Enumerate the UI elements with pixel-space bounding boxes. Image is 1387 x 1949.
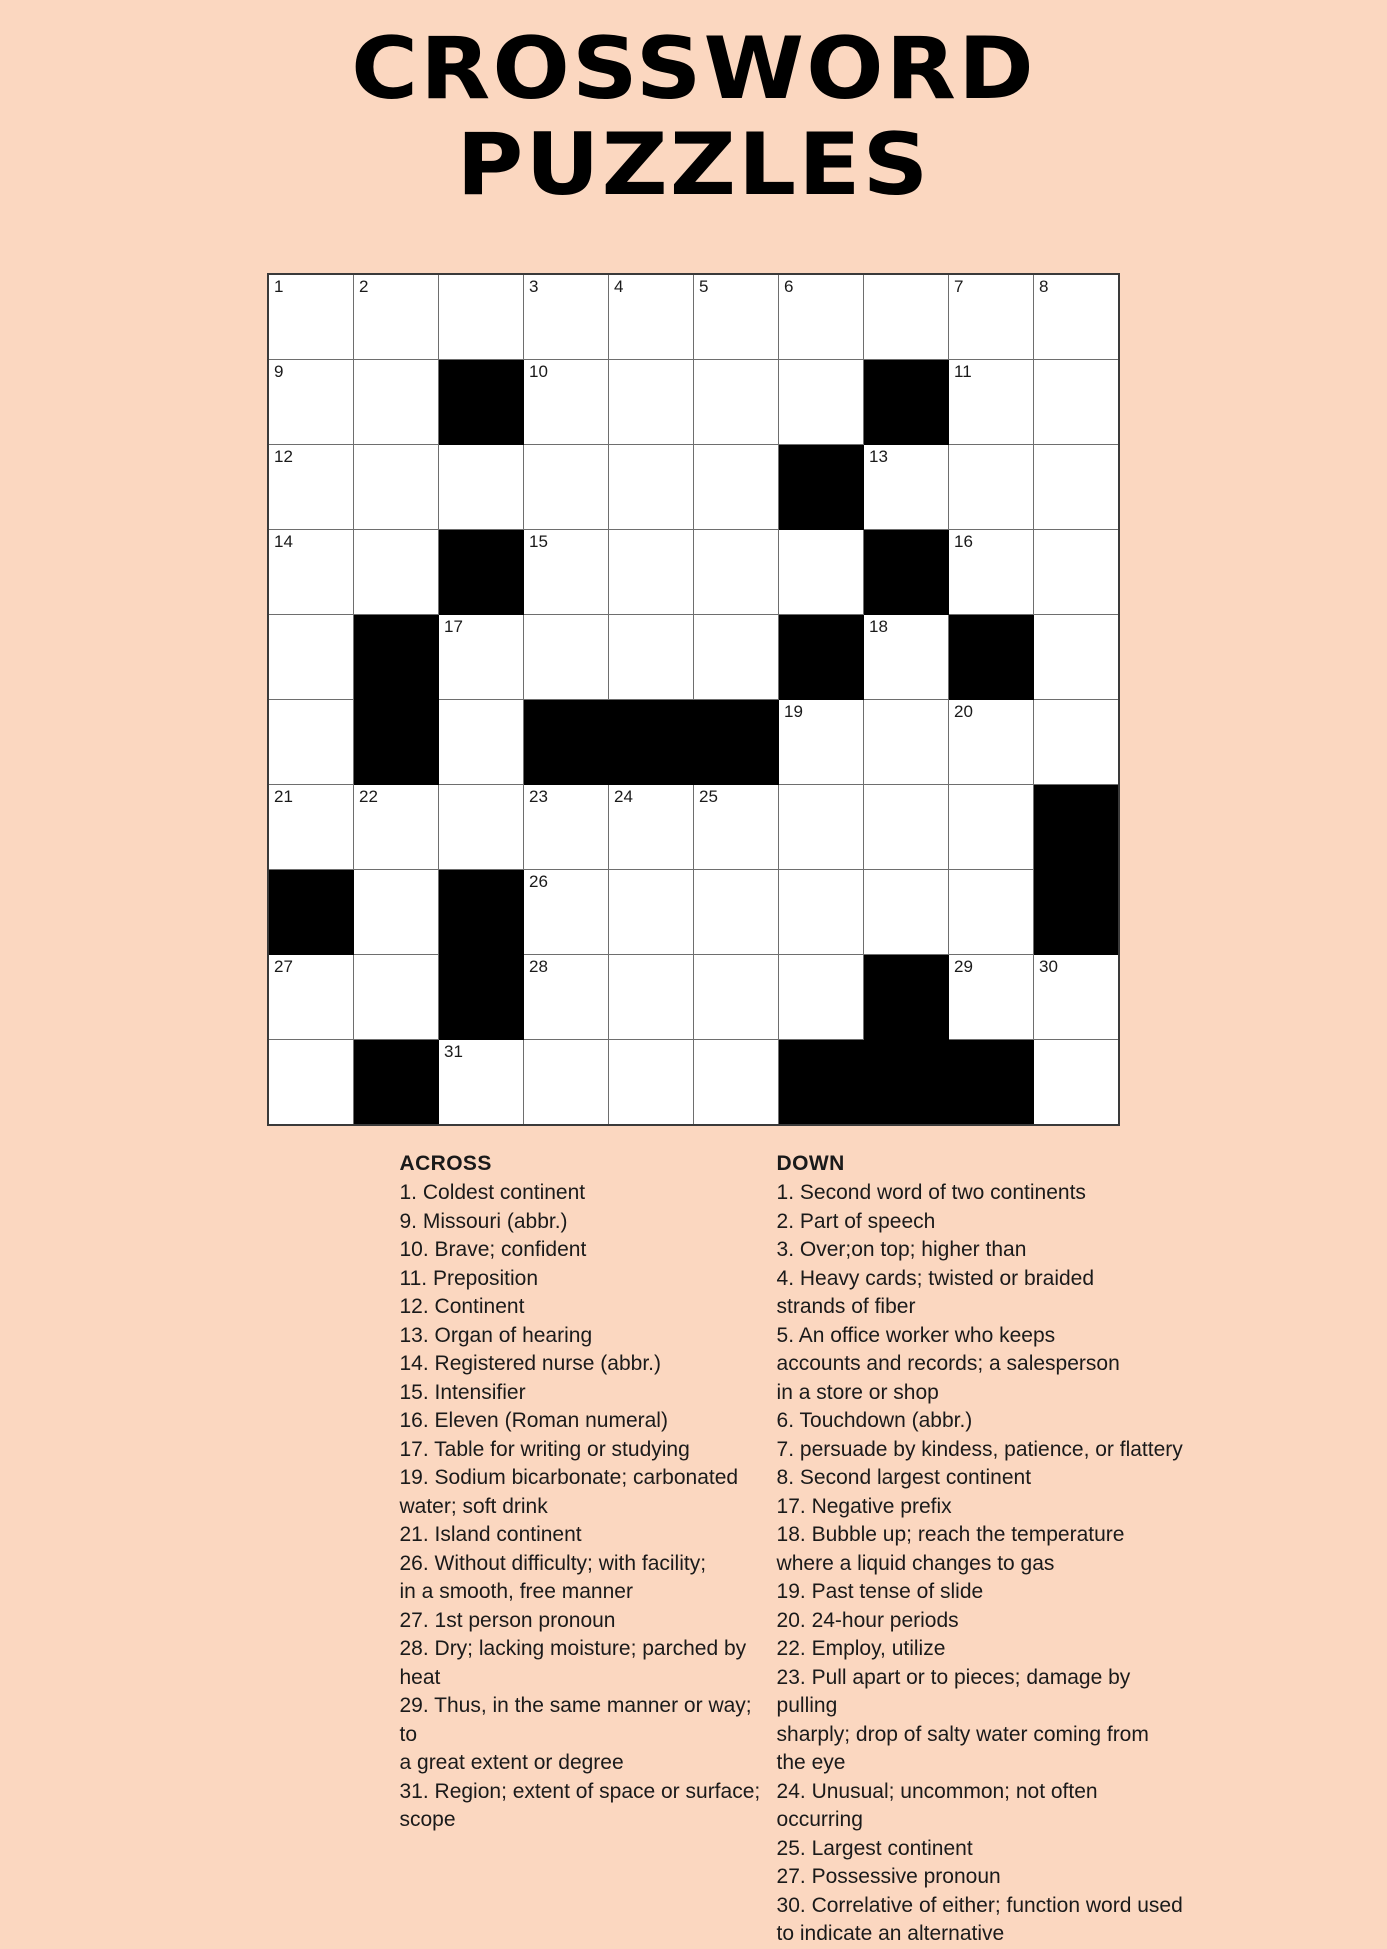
crossword-row (268, 785, 1119, 870)
crossword-cell[interactable] (864, 700, 949, 785)
cell-number: 11 (954, 362, 972, 382)
across-heading: ACROSS (399, 1152, 492, 1176)
cell-number: 4 (614, 277, 624, 297)
across-clues-column (400, 1152, 777, 1949)
clue-line: 14. Registered nurse (abbr.) (399, 1352, 661, 1376)
page-title (0, 0, 1387, 215)
crossword-cell[interactable] (354, 445, 439, 530)
crossword-block-cell (779, 1040, 864, 1126)
crossword-cell[interactable] (609, 445, 694, 530)
cell-number: 25 (699, 787, 718, 807)
crossword-cell[interactable] (694, 445, 779, 530)
clue-line: 17. Table for writing or studying (399, 1437, 690, 1461)
clue-line: 23. Pull apart or to pieces; damage by pulling (776, 1665, 1131, 1718)
crossword-cell[interactable] (268, 445, 354, 530)
cell-number: 6 (784, 277, 794, 297)
crossword-cell[interactable] (1034, 530, 1120, 615)
clue-line: 20. 24-hour periods (776, 1608, 959, 1632)
crossword-cell[interactable] (1034, 700, 1120, 785)
crossword-cell[interactable] (524, 955, 609, 1040)
cell-number: 18 (869, 617, 888, 637)
clue-line: 4. Heavy cards; twisted or braided (776, 1266, 1095, 1290)
clue-line: 24. Unusual; uncommon; not often occurring (776, 1779, 1098, 1832)
cell-number: 29 (954, 957, 973, 977)
crossword-row (268, 445, 1119, 530)
crossword-block-cell (864, 1040, 949, 1126)
crossword-cell[interactable] (524, 530, 609, 615)
crossword-cell[interactable] (524, 445, 609, 530)
clue-line: 16. Eleven (Roman numeral) (399, 1409, 668, 1433)
crossword-block-cell (1034, 870, 1120, 955)
crossword-row (268, 870, 1119, 955)
title-line-1: CROSSWORD (351, 19, 1036, 119)
crossword-cell[interactable] (949, 274, 1034, 360)
crossword-cell[interactable] (949, 955, 1034, 1040)
clue-line: water; soft drink (399, 1494, 548, 1518)
crossword-cell[interactable] (949, 870, 1034, 955)
crossword-block-cell (268, 870, 354, 955)
crossword-cell[interactable] (694, 274, 779, 360)
crossword-cell[interactable] (1034, 445, 1120, 530)
clue-line: 10. Brave; confident (399, 1238, 587, 1262)
clue-line: 1. Coldest continent (399, 1181, 586, 1205)
crossword-cell[interactable] (268, 700, 354, 785)
cell-number: 10 (529, 362, 548, 382)
cell-number: 2 (359, 277, 369, 297)
crossword-row (268, 274, 1119, 360)
clue-line: 29. Thus, in the same manner or way; to (399, 1694, 752, 1746)
crossword-block-cell (949, 615, 1034, 700)
cell-number: 24 (614, 787, 633, 807)
clue-line: 7. persuade by kindess, patience, or flattery (776, 1437, 1183, 1461)
crossword-cell[interactable] (694, 360, 779, 445)
down-clues-column (777, 1152, 1194, 1949)
clue-line: 28. Dry; lacking moisture; parched by (399, 1637, 747, 1661)
crossword-cell[interactable] (949, 360, 1034, 445)
cell-number: 26 (529, 872, 548, 892)
clue-line: 6. Touchdown (abbr.) (776, 1409, 973, 1433)
crossword-row (268, 530, 1119, 615)
cell-number: 12 (274, 447, 293, 467)
crossword-cell[interactable] (524, 785, 609, 870)
crossword-cell[interactable] (779, 955, 864, 1040)
crossword-row (268, 615, 1119, 700)
clue-line: 1. Second word of two continents (776, 1181, 1086, 1205)
crossword-cell[interactable] (864, 445, 949, 530)
crossword-row (268, 700, 1119, 785)
crossword-cell[interactable] (268, 274, 354, 360)
crossword-cell[interactable] (354, 785, 439, 870)
cell-number: 14 (274, 532, 293, 552)
crossword-cell[interactable] (354, 360, 439, 445)
crossword-cell[interactable] (609, 274, 694, 360)
crossword-cell[interactable] (524, 870, 609, 955)
cell-number: 1 (274, 277, 284, 297)
clue-line: in a store or shop (776, 1380, 939, 1404)
cell-number: 27 (274, 957, 293, 977)
crossword-cell[interactable] (268, 615, 354, 700)
cell-number: 30 (1039, 957, 1058, 977)
clue-line: to indicate an alternative (776, 1922, 1005, 1946)
crossword-cell[interactable] (779, 530, 864, 615)
crossword-cell[interactable] (779, 360, 864, 445)
crossword-block-cell (864, 955, 949, 1040)
crossword-cell[interactable] (779, 870, 864, 955)
crossword-block-cell (609, 700, 694, 785)
clue-line: 21. Island continent (399, 1523, 582, 1547)
crossword-cell[interactable] (694, 955, 779, 1040)
cell-number: 22 (359, 787, 378, 807)
crossword-row (268, 955, 1119, 1040)
cell-number: 31 (444, 1042, 463, 1062)
crossword-block-cell (864, 360, 949, 445)
crossword-cell[interactable] (354, 274, 439, 360)
crossword-cell[interactable] (524, 1040, 609, 1126)
cell-number: 3 (529, 277, 539, 297)
crossword-cell[interactable] (864, 870, 949, 955)
clues-section (194, 1152, 1194, 1949)
clue-line: sharply; drop of salty water coming from the eye (776, 1722, 1149, 1775)
crossword-cell[interactable] (268, 955, 354, 1040)
crossword-cell[interactable] (949, 785, 1034, 870)
clue-line: 2. Part of speech (776, 1209, 936, 1233)
clue-line: 19. Past tense of slide (776, 1580, 984, 1604)
cell-number: 16 (954, 532, 973, 552)
crossword-cell[interactable] (864, 615, 949, 700)
crossword-cell[interactable] (354, 870, 439, 955)
cell-number: 28 (529, 957, 548, 977)
crossword-block-cell (779, 445, 864, 530)
title-line-2: PUZZLES (456, 114, 931, 215)
crossword-block-cell (439, 530, 524, 615)
crossword-cell[interactable] (864, 785, 949, 870)
crossword-cell[interactable] (268, 360, 354, 445)
clue-line: 26. Without difficulty; with facility; (399, 1551, 707, 1575)
crossword-cell[interactable] (1034, 615, 1120, 700)
crossword-cell[interactable] (439, 1040, 524, 1126)
cell-number: 19 (784, 702, 803, 722)
clue-line: accounts and records; a salesperson (776, 1352, 1120, 1376)
crossword-block-cell (694, 700, 779, 785)
cell-number: 9 (274, 362, 284, 382)
crossword-block-cell (439, 955, 524, 1040)
crossword-cell[interactable] (609, 955, 694, 1040)
down-heading: DOWN (776, 1152, 845, 1176)
cell-number: 8 (1039, 277, 1049, 297)
crossword-cell[interactable] (694, 785, 779, 870)
crossword-cell[interactable] (439, 445, 524, 530)
clue-line: 18. Bubble up; reach the temperature (776, 1523, 1125, 1547)
crossword-cell[interactable] (779, 700, 864, 785)
crossword-row (268, 1040, 1119, 1126)
clue-line: 9. Missouri (abbr.) (399, 1209, 568, 1233)
crossword-cell[interactable] (609, 360, 694, 445)
crossword-cell[interactable] (949, 530, 1034, 615)
cell-number: 17 (444, 617, 463, 637)
crossword-block-cell (524, 700, 609, 785)
crossword-grid[interactable] (267, 273, 1120, 1126)
clue-line: heat (399, 1665, 441, 1689)
crossword-cell[interactable] (268, 530, 354, 615)
crossword-cell[interactable] (694, 530, 779, 615)
crossword-cell[interactable] (524, 615, 609, 700)
crossword-cell[interactable] (524, 360, 609, 445)
crossword-cell[interactable] (609, 785, 694, 870)
crossword-cell[interactable] (694, 1040, 779, 1126)
across-clue-list (400, 1179, 767, 1835)
clue-line: in a smooth, free manner (399, 1580, 633, 1604)
clue-line: a great extent or degree (399, 1751, 624, 1775)
crossword-block-cell (949, 1040, 1034, 1126)
crossword-cell[interactable] (609, 1040, 694, 1126)
crossword-cell[interactable] (949, 700, 1034, 785)
clue-line: 8. Second largest continent (776, 1466, 1032, 1490)
crossword-cell[interactable] (694, 615, 779, 700)
crossword-cell[interactable] (1034, 955, 1120, 1040)
clue-line: 30. Correlative of either; function word used (776, 1893, 1183, 1917)
crossword-cell[interactable] (1034, 274, 1120, 360)
crossword-cell[interactable] (354, 530, 439, 615)
crossword-block-cell (439, 870, 524, 955)
cell-number: 15 (529, 532, 548, 552)
down-clue-list (777, 1179, 1184, 1949)
cell-number: 23 (529, 787, 548, 807)
crossword-cell[interactable] (1034, 360, 1120, 445)
clue-line: 17. Negative prefix (776, 1494, 952, 1518)
cell-number: 5 (699, 277, 709, 297)
crossword-cell[interactable] (609, 870, 694, 955)
cell-number: 7 (954, 277, 964, 297)
clue-line: 12. Continent (399, 1295, 525, 1319)
crossword-cell[interactable] (439, 274, 524, 360)
clue-line: 22. Employ, utilize (776, 1637, 946, 1661)
crossword-cell[interactable] (268, 785, 354, 870)
crossword-block-cell (439, 360, 524, 445)
clue-line: 3. Over;on top; higher than (776, 1238, 1027, 1262)
clue-line: 5. An office worker who keeps (776, 1323, 1056, 1347)
crossword-cell[interactable] (524, 274, 609, 360)
clue-line: 25. Largest continent (776, 1836, 973, 1860)
cell-number: 13 (869, 447, 888, 467)
clue-line: where a liquid changes to gas (776, 1551, 1055, 1575)
crossword-block-cell (354, 700, 439, 785)
crossword-row (268, 360, 1119, 445)
clue-line: 19. Sodium bicarbonate; carbonated (399, 1466, 739, 1490)
cell-number: 21 (274, 787, 293, 807)
clue-line: 15. Intensifier (399, 1380, 526, 1404)
crossword-cell[interactable] (779, 785, 864, 870)
crossword-grid-container (0, 273, 1387, 1126)
crossword-cell[interactable] (439, 700, 524, 785)
crossword-cell[interactable] (1034, 1040, 1120, 1126)
crossword-cell[interactable] (864, 274, 949, 360)
clue-line: 11. Preposition (399, 1266, 539, 1290)
crossword-block-cell (354, 1040, 439, 1126)
crossword-cell[interactable] (609, 615, 694, 700)
crossword-cell[interactable] (268, 1040, 354, 1126)
crossword-cell[interactable] (694, 870, 779, 955)
crossword-cell[interactable] (439, 615, 524, 700)
clue-line: strands of fiber (776, 1295, 916, 1319)
crossword-block-cell (779, 615, 864, 700)
clue-line: 27. Possessive pronoun (776, 1865, 1001, 1889)
crossword-cell[interactable] (609, 530, 694, 615)
clue-line: 13. Organ of hearing (399, 1323, 593, 1347)
cell-number: 20 (954, 702, 973, 722)
crossword-cell[interactable] (779, 274, 864, 360)
clue-line: 31. Region; extent of space or surface; scope (399, 1779, 761, 1832)
crossword-cell[interactable] (439, 785, 524, 870)
crossword-block-cell (354, 615, 439, 700)
crossword-block-cell (864, 530, 949, 615)
crossword-cell[interactable] (354, 955, 439, 1040)
crossword-block-cell (1034, 785, 1120, 870)
clue-line: 27. 1st person pronoun (399, 1608, 616, 1632)
crossword-cell[interactable] (949, 445, 1034, 530)
